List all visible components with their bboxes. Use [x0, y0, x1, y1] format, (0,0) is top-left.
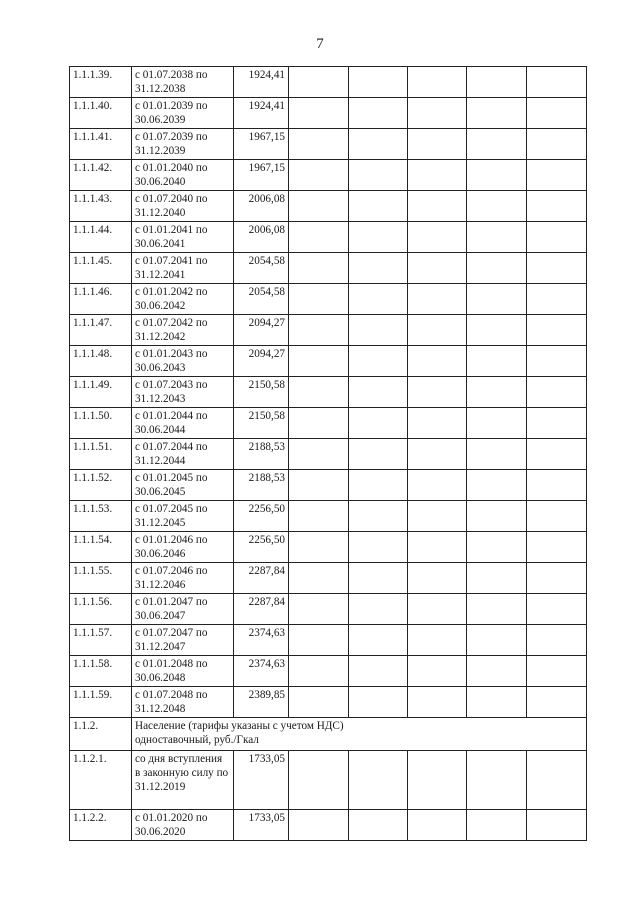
empty-cell — [467, 160, 527, 191]
empty-cell — [408, 315, 467, 346]
empty-cell — [289, 191, 349, 222]
empty-cell — [408, 284, 467, 315]
row-tariff-value: 2188,53 — [234, 439, 289, 470]
empty-cell — [408, 470, 467, 501]
row-number: 1.1.1.51. — [70, 439, 132, 470]
row-number: 1.1.1.39. — [70, 67, 132, 98]
row-period: со дня вступления в законную силу по 31.12.2019 — [132, 751, 234, 810]
row-period: с 01.07.2047 по 31.12.2047 — [132, 625, 234, 656]
empty-cell — [527, 439, 587, 470]
row-tariff-value: 2256,50 — [234, 532, 289, 563]
empty-cell — [289, 408, 349, 439]
empty-cell — [408, 501, 467, 532]
table-row — [70, 532, 587, 563]
table-row — [70, 191, 587, 222]
empty-cell — [289, 470, 349, 501]
row-number: 1.1.1.43. — [70, 191, 132, 222]
row-number: 1.1.2.2. — [70, 810, 132, 841]
row-period: с 01.07.2046 по 31.12.2046 — [132, 563, 234, 594]
empty-cell — [289, 751, 349, 810]
page-number: 7 — [316, 36, 324, 52]
tariff-table-body — [70, 67, 587, 841]
empty-cell — [527, 563, 587, 594]
empty-cell — [527, 751, 587, 810]
empty-cell — [289, 98, 349, 129]
empty-cell — [408, 346, 467, 377]
row-number: 1.1.1.55. — [70, 563, 132, 594]
row-number: 1.1.1.50. — [70, 408, 132, 439]
empty-cell — [349, 439, 408, 470]
empty-cell — [408, 377, 467, 408]
row-tariff-value: 1924,41 — [234, 98, 289, 129]
empty-cell — [467, 532, 527, 563]
row-number: 1.1.1.59. — [70, 687, 132, 718]
empty-cell — [289, 532, 349, 563]
empty-cell — [408, 160, 467, 191]
row-tariff-value: 2374,63 — [234, 625, 289, 656]
empty-cell — [289, 346, 349, 377]
empty-cell — [467, 594, 527, 625]
empty-cell — [349, 656, 408, 687]
empty-cell — [408, 532, 467, 563]
table-row — [70, 408, 587, 439]
empty-cell — [467, 315, 527, 346]
empty-cell — [467, 377, 527, 408]
empty-cell — [289, 625, 349, 656]
empty-cell — [289, 160, 349, 191]
empty-cell — [527, 98, 587, 129]
empty-cell — [527, 408, 587, 439]
row-number: 1.1.1.46. — [70, 284, 132, 315]
row-period: с 01.07.2040 по 31.12.2040 — [132, 191, 234, 222]
empty-cell — [408, 253, 467, 284]
row-period: с 01.07.2044 по 31.12.2044 — [132, 439, 234, 470]
row-tariff-value: 2150,58 — [234, 377, 289, 408]
empty-cell — [467, 222, 527, 253]
empty-cell — [527, 594, 587, 625]
table-row — [70, 439, 587, 470]
empty-cell — [467, 439, 527, 470]
empty-cell — [527, 501, 587, 532]
row-number: 1.1.1.48. — [70, 346, 132, 377]
row-tariff-value: 2054,58 — [234, 253, 289, 284]
table-row — [70, 687, 587, 718]
empty-cell — [527, 67, 587, 98]
empty-cell — [349, 346, 408, 377]
empty-cell — [408, 67, 467, 98]
empty-cell — [527, 129, 587, 160]
empty-cell — [289, 810, 349, 841]
empty-cell — [467, 129, 527, 160]
empty-cell — [349, 98, 408, 129]
empty-cell — [527, 625, 587, 656]
table-row — [70, 129, 587, 160]
empty-cell — [408, 810, 467, 841]
empty-cell — [289, 563, 349, 594]
table-row — [70, 284, 587, 315]
empty-cell — [289, 594, 349, 625]
empty-cell — [349, 751, 408, 810]
empty-cell — [408, 191, 467, 222]
empty-cell — [408, 625, 467, 656]
empty-cell — [408, 439, 467, 470]
empty-cell — [289, 377, 349, 408]
empty-cell — [527, 284, 587, 315]
row-period: с 01.01.2020 по 30.06.2020 — [132, 810, 234, 841]
row-number: 1.1.1.47. — [70, 315, 132, 346]
empty-cell — [289, 222, 349, 253]
table-row — [70, 751, 587, 810]
empty-cell — [527, 470, 587, 501]
row-period: с 01.01.2041 по 30.06.2041 — [132, 222, 234, 253]
empty-cell — [527, 253, 587, 284]
row-tariff-value: 2389,85 — [234, 687, 289, 718]
row-period: с 01.07.2039 по 31.12.2039 — [132, 129, 234, 160]
row-period: с 01.07.2042 по 31.12.2042 — [132, 315, 234, 346]
row-number: 1.1.1.58. — [70, 656, 132, 687]
empty-cell — [467, 810, 527, 841]
section-number: 1.1.2. — [70, 718, 132, 751]
empty-cell — [349, 284, 408, 315]
row-period: с 01.01.2045 по 30.06.2045 — [132, 470, 234, 501]
empty-cell — [527, 222, 587, 253]
table-row — [70, 160, 587, 191]
table-row — [70, 67, 587, 98]
empty-cell — [349, 315, 408, 346]
row-number: 1.1.1.56. — [70, 594, 132, 625]
row-number: 1.1.1.45. — [70, 253, 132, 284]
row-number: 1.1.2.1. — [70, 751, 132, 810]
empty-cell — [467, 656, 527, 687]
empty-cell — [467, 253, 527, 284]
row-period: с 01.07.2041 по 31.12.2041 — [132, 253, 234, 284]
row-period: с 01.07.2038 по 31.12.2038 — [132, 67, 234, 98]
empty-cell — [349, 532, 408, 563]
empty-cell — [289, 284, 349, 315]
row-period: с 01.01.2039 по 30.06.2039 — [132, 98, 234, 129]
row-tariff-value: 2188,53 — [234, 470, 289, 501]
empty-cell — [349, 222, 408, 253]
row-period: с 01.07.2048 по 31.12.2048 — [132, 687, 234, 718]
table-row — [70, 222, 587, 253]
row-period: с 01.01.2047 по 30.06.2047 — [132, 594, 234, 625]
empty-cell — [349, 563, 408, 594]
row-number: 1.1.1.54. — [70, 532, 132, 563]
empty-cell — [349, 67, 408, 98]
empty-cell — [467, 284, 527, 315]
empty-cell — [349, 377, 408, 408]
empty-cell — [289, 315, 349, 346]
empty-cell — [408, 129, 467, 160]
empty-cell — [467, 67, 527, 98]
row-tariff-value: 2150,58 — [234, 408, 289, 439]
empty-cell — [349, 470, 408, 501]
empty-cell — [349, 687, 408, 718]
table-row — [70, 594, 587, 625]
empty-cell — [349, 594, 408, 625]
empty-cell — [408, 408, 467, 439]
row-tariff-value: 2006,08 — [234, 191, 289, 222]
empty-cell — [289, 687, 349, 718]
empty-cell — [527, 346, 587, 377]
empty-cell — [527, 191, 587, 222]
table-row — [70, 377, 587, 408]
row-period: с 01.07.2043 по 31.12.2043 — [132, 377, 234, 408]
table-row — [70, 625, 587, 656]
empty-cell — [289, 253, 349, 284]
tariff-table — [69, 66, 587, 841]
empty-cell — [467, 346, 527, 377]
table-row — [70, 656, 587, 687]
row-period: с 01.01.2042 по 30.06.2042 — [132, 284, 234, 315]
row-number: 1.1.1.44. — [70, 222, 132, 253]
row-tariff-value: 1924,41 — [234, 67, 289, 98]
empty-cell — [408, 687, 467, 718]
empty-cell — [408, 751, 467, 810]
empty-cell — [349, 408, 408, 439]
table-row — [70, 98, 587, 129]
empty-cell — [467, 470, 527, 501]
empty-cell — [349, 501, 408, 532]
row-period: с 01.01.2043 по 30.06.2043 — [132, 346, 234, 377]
empty-cell — [467, 687, 527, 718]
empty-cell — [349, 129, 408, 160]
row-period: с 01.01.2040 по 30.06.2040 — [132, 160, 234, 191]
section-title-line2: одноставочный, руб./Гкал — [135, 734, 259, 746]
row-tariff-value: 2054,58 — [234, 284, 289, 315]
row-tariff-value: 1733,05 — [234, 810, 289, 841]
row-tariff-value: 2287,84 — [234, 563, 289, 594]
empty-cell — [467, 625, 527, 656]
empty-cell — [408, 563, 467, 594]
row-period: с 01.01.2044 по 30.06.2044 — [132, 408, 234, 439]
table-row — [70, 563, 587, 594]
empty-cell — [349, 253, 408, 284]
row-tariff-value: 2374,63 — [234, 656, 289, 687]
row-period: с 01.01.2046 по 30.06.2046 — [132, 532, 234, 563]
row-number: 1.1.1.57. — [70, 625, 132, 656]
row-tariff-value: 2094,27 — [234, 315, 289, 346]
table-row — [70, 346, 587, 377]
row-tariff-value: 1967,15 — [234, 129, 289, 160]
empty-cell — [349, 810, 408, 841]
table-row — [70, 253, 587, 284]
empty-cell — [527, 656, 587, 687]
row-tariff-value: 2094,27 — [234, 346, 289, 377]
row-period: с 01.01.2048 по 30.06.2048 — [132, 656, 234, 687]
row-number: 1.1.1.49. — [70, 377, 132, 408]
row-tariff-value: 2006,08 — [234, 222, 289, 253]
empty-cell — [527, 315, 587, 346]
section-row — [70, 718, 587, 751]
empty-cell — [408, 594, 467, 625]
empty-cell — [289, 439, 349, 470]
empty-cell — [408, 98, 467, 129]
empty-cell — [527, 160, 587, 191]
empty-cell — [349, 625, 408, 656]
empty-cell — [467, 408, 527, 439]
empty-cell — [289, 501, 349, 532]
row-period: с 01.07.2045 по 31.12.2045 — [132, 501, 234, 532]
empty-cell — [467, 98, 527, 129]
empty-cell — [467, 563, 527, 594]
row-tariff-value: 1733,05 — [234, 751, 289, 810]
empty-cell — [467, 501, 527, 532]
empty-cell — [349, 191, 408, 222]
table-row — [70, 810, 587, 841]
section-title — [132, 718, 587, 751]
section-title-line1: Население (тарифы указаны с учетом НДС) — [135, 720, 344, 732]
row-number: 1.1.1.41. — [70, 129, 132, 160]
table-row — [70, 315, 587, 346]
empty-cell — [289, 129, 349, 160]
table-row — [70, 470, 587, 501]
empty-cell — [467, 191, 527, 222]
empty-cell — [527, 377, 587, 408]
empty-cell — [289, 67, 349, 98]
empty-cell — [527, 810, 587, 841]
empty-cell — [467, 751, 527, 810]
row-number: 1.1.1.42. — [70, 160, 132, 191]
empty-cell — [349, 160, 408, 191]
row-tariff-value: 1967,15 — [234, 160, 289, 191]
empty-cell — [408, 656, 467, 687]
row-tariff-value: 2256,50 — [234, 501, 289, 532]
row-number: 1.1.1.40. — [70, 98, 132, 129]
empty-cell — [527, 687, 587, 718]
empty-cell — [527, 532, 587, 563]
row-number: 1.1.1.53. — [70, 501, 132, 532]
empty-cell — [408, 222, 467, 253]
row-number: 1.1.1.52. — [70, 470, 132, 501]
row-tariff-value: 2287,84 — [234, 594, 289, 625]
empty-cell — [289, 656, 349, 687]
table-row — [70, 501, 587, 532]
